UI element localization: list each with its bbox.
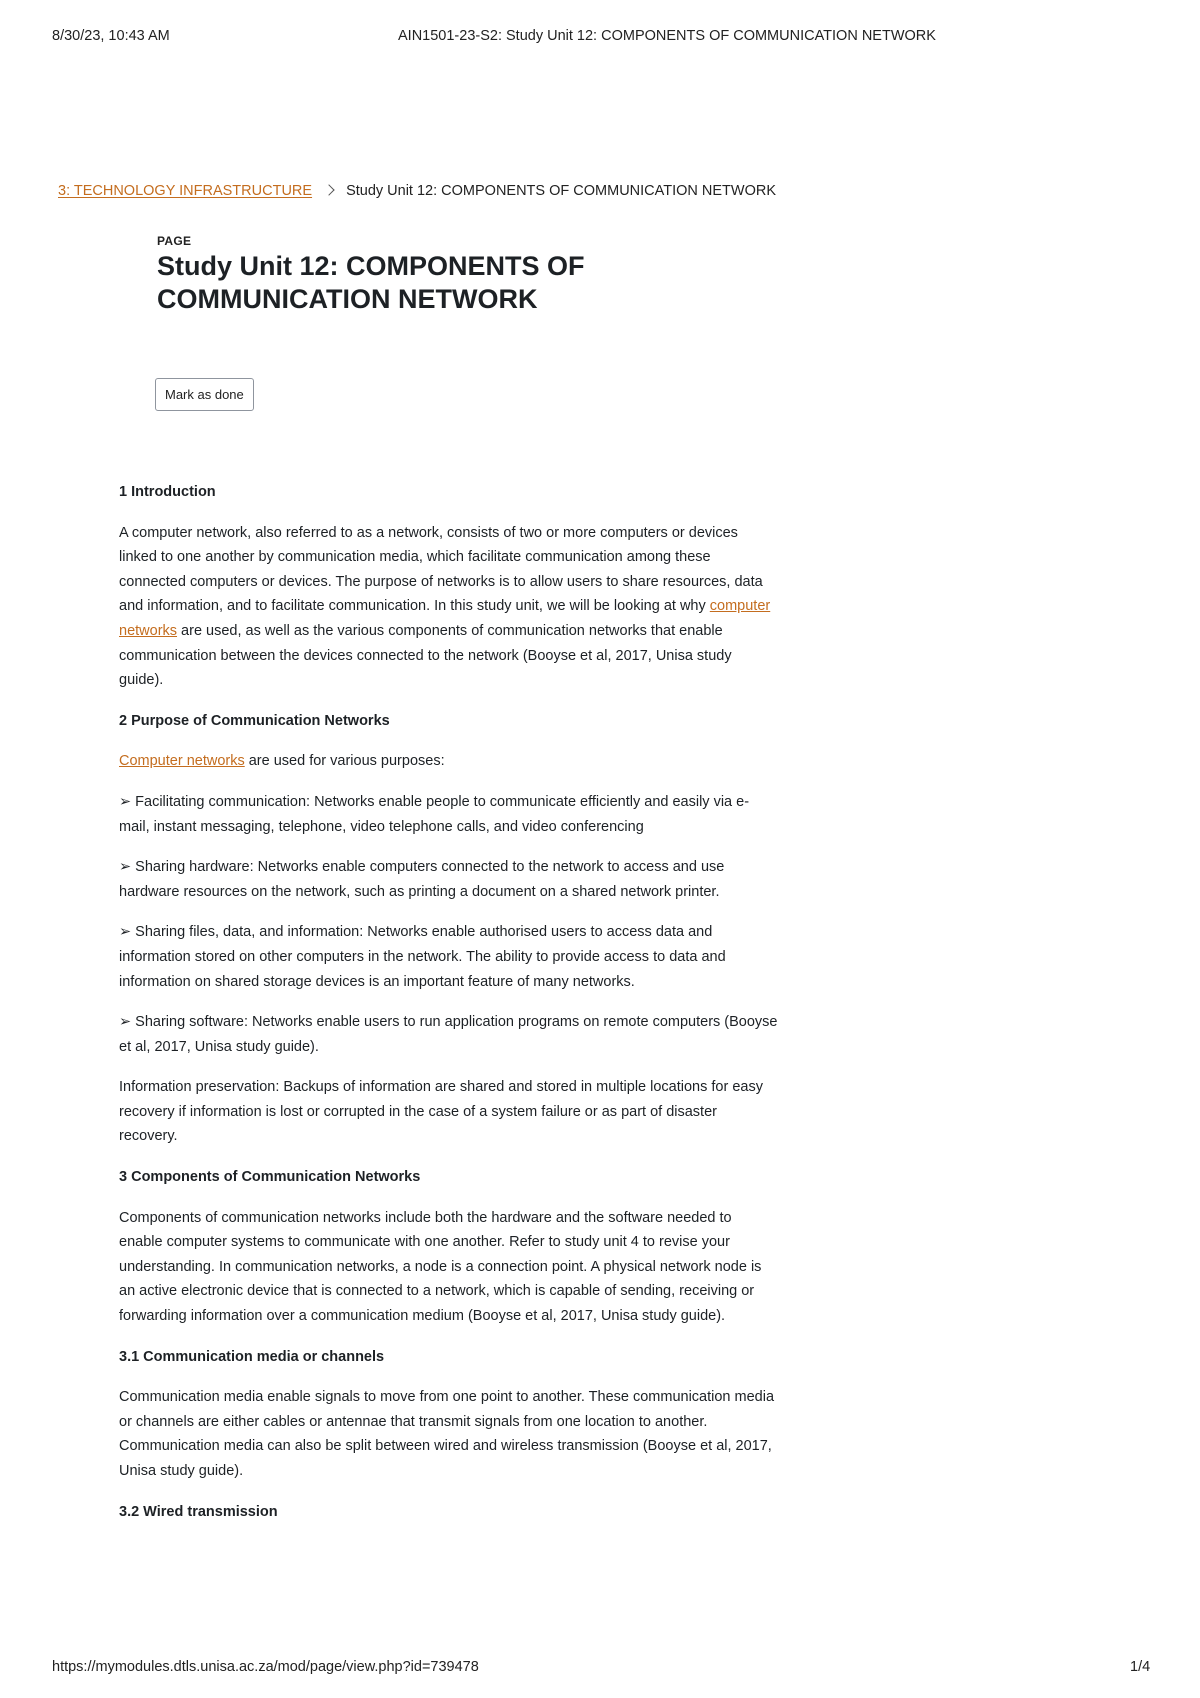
- communication-media-paragraph: Communication media enable signals to move from one point to another. These communication media or channels are either cables or antennae that transmit signals from one location to another. Communication media can also be split between wired and wireless transmission (Booyse et al, 2017, Unisa study guide).: [119, 1389, 775, 1479]
- section-heading-introduction: 1 Introduction: [119, 484, 216, 500]
- print-page-url: https://mymodules.dtls.unisa.ac.za/mod/page/view.php?id=739478: [52, 1659, 479, 1675]
- print-document-title: AIN1501-23-S2: Study Unit 12: COMPONENTS OF COMMUNICATION NETWORK: [398, 28, 936, 44]
- chevron-right-icon: [323, 184, 334, 195]
- page-content: [119, 480, 779, 1540]
- section-heading-wired-transmission: 3.2 Wired transmission: [119, 1503, 278, 1520]
- breadcrumb-current: Study Unit 12: COMPONENTS OF COMMUNICATION NETWORK: [346, 183, 777, 199]
- page-title: Study Unit 12: COMPONENTS OF COMMUNICATION NETWORK: [157, 251, 585, 314]
- page-type-label: PAGE: [157, 234, 192, 248]
- print-page-number: 1/4: [1130, 1659, 1151, 1675]
- section-heading-components: 3 Components of Communication Networks: [119, 1169, 421, 1186]
- computer-networks-link-2[interactable]: Computer networks: [119, 753, 245, 770]
- purpose-intro-paragraph: Computer networks are used for various purposes:: [119, 753, 445, 770]
- print-header: [0, 28, 1200, 48]
- breadcrumb: [58, 183, 776, 199]
- purpose-item-files: ➢ Sharing files, data, and information: Networks enable authorised users to access data and information stored on other computers in the network. The ability to provide access to data and information on shared storage devices is an important feature of many networks.: [119, 924, 726, 990]
- purpose-item-software: ➢ Sharing software: Networks enable users to run application programs on remote computers (Booyse et al, 2017, Unisa study guide).: [119, 1014, 778, 1055]
- introduction-paragraph: A computer network, also referred to as a network, consists of two or more computers or devices linked to one another by communication media, which facilitate communication among these connected computers or devices. The purpose of networks is to allow users to share resources, data and information, and to facilitate communication. In this study unit, we will be looking at why computer networks are used, as well as the various components of communication networks that enable communication between the devices connected to the network (Booyse et al, 2017, Unisa study guide).: [119, 524, 771, 689]
- arrow-bullet-icon: ➢: [119, 859, 132, 876]
- purpose-item-hardware: ➢ Sharing hardware: Networks enable computers connected to the network to access and use hardware resources on the network, such as printing a document on a shared network printer.: [119, 859, 725, 900]
- section-heading-communication-media: 3.1 Communication media or channels: [119, 1348, 385, 1365]
- components-paragraph: Components of communication networks include both the hardware and the software needed to enable computer systems to communicate with one another. Refer to study unit 4 to revise your understanding. In communication networks, a node is a connection point. A physical network node is an active electronic device that is connected to a network, which is capable of sending, receiving or forwarding information over a communication medium (Booyse et al, 2017, Unisa study guide).: [119, 1209, 762, 1325]
- computer-networks-link[interactable]: computer networks: [119, 598, 771, 639]
- purpose-item-communication: ➢ Facilitating communication: Networks enable people to communicate efficiently and easily via e-mail, instant messaging, telephone, video telephone calls, and video conferencing: [119, 793, 750, 835]
- mark-as-done-button[interactable]: Mark as done: [155, 378, 254, 411]
- information-preservation-paragraph: Information preservation: Backups of information are shared and stored in multiple locations for easy recovery if information is lost or corrupted in the case of a system failure or as part of disaster recovery.: [119, 1079, 763, 1145]
- section-heading-purpose: 2 Purpose of Communication Networks: [119, 712, 390, 729]
- print-datetime: 8/30/23, 10:43 AM: [52, 28, 170, 44]
- breadcrumb-link-technology-infrastructure[interactable]: 3: TECHNOLOGY INFRASTRUCTURE: [58, 183, 313, 199]
- arrow-bullet-icon: ➢: [119, 924, 132, 941]
- arrow-bullet-icon: ➢: [119, 793, 132, 810]
- arrow-bullet-icon: ➢: [119, 1014, 132, 1031]
